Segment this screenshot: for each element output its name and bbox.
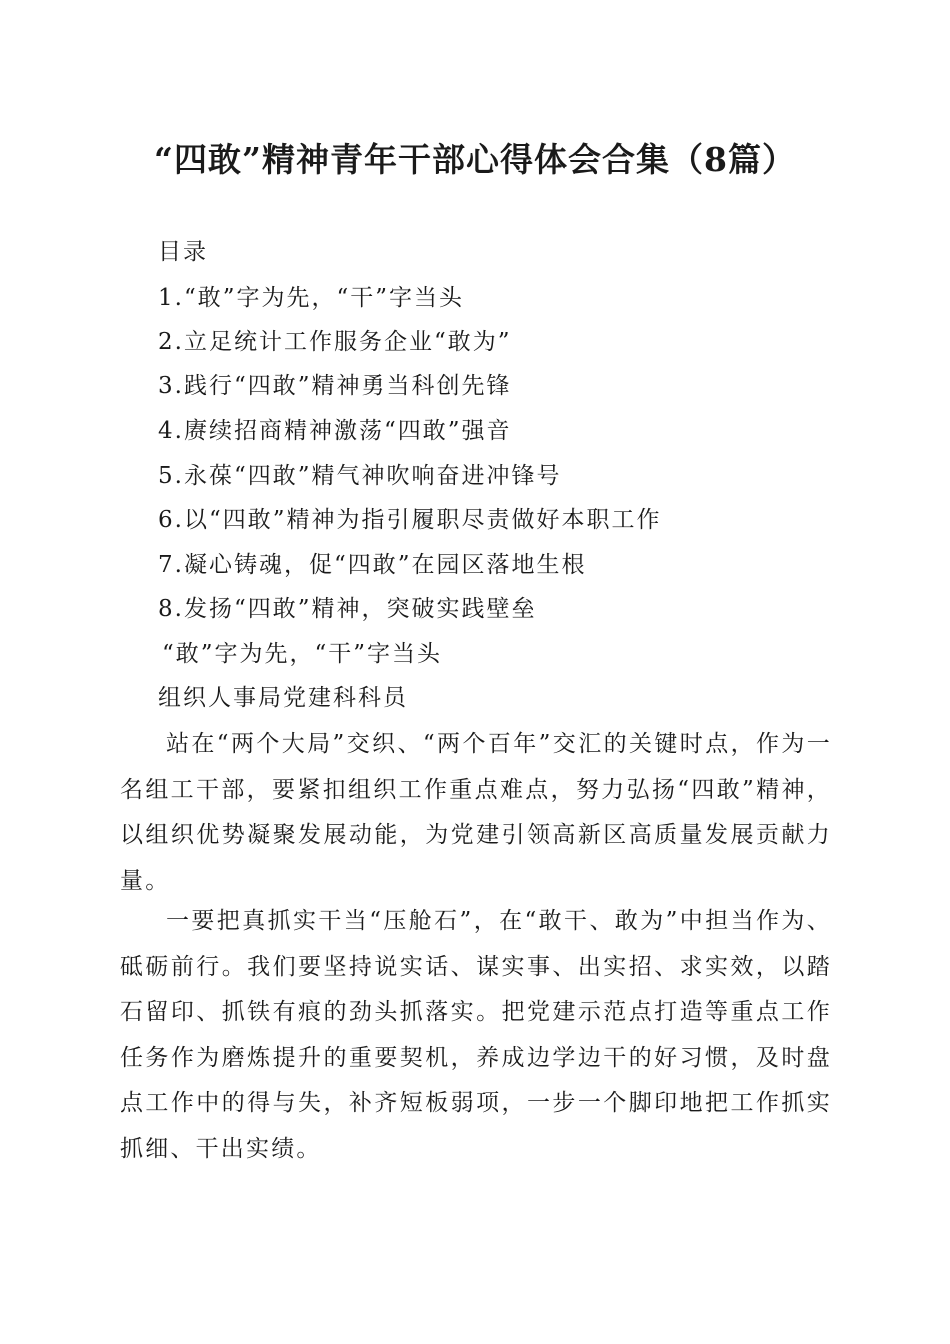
toc-item-6: 6.以“四敢”精神为指引履职尽责做好本职工作: [158, 507, 662, 533]
article-paragraph-1: 站在“两个大局”交织、“两个百年”交汇的关键时点，作为一名组工干部，要紧扣组织工作重点难点，努力弘扬“四敢”精神，以组织优势凝聚发展动能，为党建引领高新区高质量发展贡献力量。: [120, 731, 832, 894]
toc-item-3: 3.践行“四敢”精神勇当科创先锋: [158, 373, 512, 399]
article-author: 组织人事局党建科科员: [158, 685, 408, 711]
toc-heading: 目录: [158, 239, 208, 265]
toc-item-5: 5.永葆“四敢”精气神吹响奋进冲锋号: [158, 463, 562, 489]
toc-item-1: 1.“敢”字为先，“干”字当头: [158, 285, 464, 311]
document-title: “四敢”精神青年干部心得体会合集（8篇）: [154, 140, 796, 179]
toc-item-7: 7.凝心铸魂，促“四敢”在园区落地生根: [158, 552, 587, 578]
article-paragraph-2: 一要把真抓实干当“压舱石”，在“敢干、敢为”中担当作为、砥砺前行。我们要坚持说实话、谋实事、出实招、求实效，以踏石留印、抓铁有痕的劲头抓落实。把党建示范点打造等重点工作任务作为磨炼提升的重要契机，养成边学边干的好习惯，及时盘点工作中的得与失，补齐短板弱项，一步一个脚印地把工作抓实抓细、干出实绩。: [120, 908, 832, 1162]
toc-item-4: 4.赓续招商精神激荡“四敢”强音: [158, 418, 512, 444]
toc-item-2: 2.立足统计工作服务企业“敢为”: [158, 329, 512, 355]
article-heading: “敢”字为先，“干”字当头: [162, 641, 443, 667]
toc-item-8: 8.发扬“四敢”精神，突破实践壁垒: [158, 596, 537, 622]
